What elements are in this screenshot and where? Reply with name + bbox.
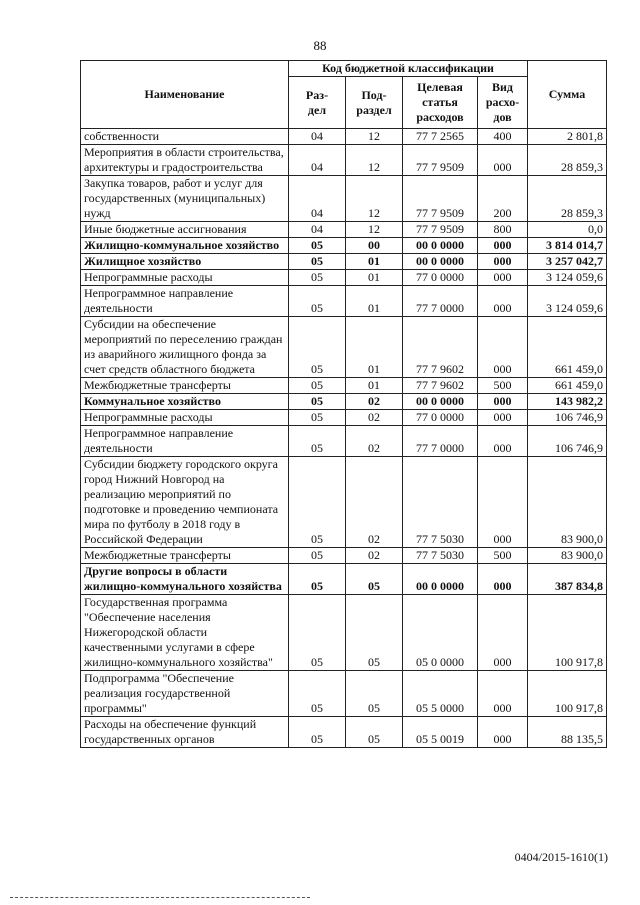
row-section: 04 <box>289 222 346 238</box>
header-subsection: Под- раздел <box>346 77 403 129</box>
row-name: Жилищное хозяйство <box>81 254 289 270</box>
header-expense-type: Вид расхо- дов <box>478 77 528 129</box>
row-sum: 3 124 059,6 <box>528 270 607 286</box>
row-name: Непрограммное направление деятельности <box>81 286 289 317</box>
row-subsection: 02 <box>346 548 403 564</box>
table-body <box>81 129 607 748</box>
row-target: 77 0 0000 <box>403 410 478 426</box>
row-subsection: 12 <box>346 176 403 222</box>
row-sum: 0,0 <box>528 222 607 238</box>
row-name: Подпрограмма "Обеспечение реализация государственной программы" <box>81 671 289 717</box>
table-row <box>81 254 607 270</box>
row-section: 05 <box>289 671 346 717</box>
row-target: 77 7 0000 <box>403 286 478 317</box>
row-section: 04 <box>289 129 346 145</box>
row-name: Жилищно-коммунальное хозяйство <box>81 238 289 254</box>
row-section: 05 <box>289 317 346 378</box>
row-sum: 3 257 042,7 <box>528 254 607 270</box>
row-name: Непрограммные расходы <box>81 270 289 286</box>
row-subsection: 02 <box>346 426 403 457</box>
row-subsection: 01 <box>346 286 403 317</box>
table-row <box>81 426 607 457</box>
row-sum: 3 814 014,7 <box>528 238 607 254</box>
row-section: 05 <box>289 717 346 748</box>
row-name: Межбюджетные трансферты <box>81 378 289 394</box>
row-subsection: 02 <box>346 457 403 548</box>
row-name: Государственная программа "Обеспечение населения Нижегородской области качественными услугами в сфере жилищно-коммунального хозяйства" <box>81 595 289 671</box>
table-row <box>81 394 607 410</box>
row-expense-type: 000 <box>478 238 528 254</box>
table-row <box>81 457 607 548</box>
page-number: 88 <box>313 38 327 53</box>
row-target: 77 7 9602 <box>403 378 478 394</box>
header-section: Раз- дел <box>289 77 346 129</box>
table-row <box>81 378 607 394</box>
row-subsection: 12 <box>346 145 403 176</box>
table-row <box>81 145 607 176</box>
header-name: Наименование <box>81 61 289 129</box>
row-expense-type: 000 <box>478 564 528 595</box>
row-expense-type: 500 <box>478 548 528 564</box>
row-subsection: 05 <box>346 717 403 748</box>
row-target: 00 0 0000 <box>403 564 478 595</box>
table-row <box>81 548 607 564</box>
row-sum: 100 917,8 <box>528 671 607 717</box>
row-expense-type: 000 <box>478 317 528 378</box>
table-row <box>81 317 607 378</box>
row-name: Мероприятия в области строительства, архитектуры и градостроительства <box>81 145 289 176</box>
row-expense-type: 800 <box>478 222 528 238</box>
row-sum: 28 859,3 <box>528 145 607 176</box>
row-subsection: 02 <box>346 410 403 426</box>
row-subsection: 12 <box>346 129 403 145</box>
row-expense-type: 000 <box>478 671 528 717</box>
table-row <box>81 238 607 254</box>
row-sum: 387 834,8 <box>528 564 607 595</box>
header-sum: Сумма <box>528 61 607 129</box>
table-row <box>81 129 607 145</box>
row-target: 77 7 5030 <box>403 457 478 548</box>
row-target: 77 7 2565 <box>403 129 478 145</box>
row-section: 05 <box>289 286 346 317</box>
row-expense-type: 000 <box>478 457 528 548</box>
row-expense-type: 200 <box>478 176 528 222</box>
row-expense-type: 000 <box>478 286 528 317</box>
header-classification: Код бюджетной классификации <box>289 61 528 77</box>
row-target: 77 0 0000 <box>403 270 478 286</box>
row-name: Непрограммное направление деятельности <box>81 426 289 457</box>
row-target: 00 0 0000 <box>403 238 478 254</box>
row-section: 04 <box>289 176 346 222</box>
table-row <box>81 410 607 426</box>
row-name: Субсидии бюджету городского округа город Нижний Новгород на реализацию мероприятий по подготовке и проведению чемпионата мира по футболу в 2018 году в Российской Федерации <box>81 457 289 548</box>
document-code: 0404/2015-1610(1) <box>514 850 608 864</box>
row-expense-type: 400 <box>478 129 528 145</box>
row-sum: 83 900,0 <box>528 457 607 548</box>
row-name: Иные бюджетные ассигнования <box>81 222 289 238</box>
table-row <box>81 564 607 595</box>
row-target: 77 7 9602 <box>403 317 478 378</box>
row-name: собственности <box>81 129 289 145</box>
row-subsection: 05 <box>346 564 403 595</box>
row-section: 05 <box>289 564 346 595</box>
row-section: 05 <box>289 426 346 457</box>
row-target: 05 5 0000 <box>403 671 478 717</box>
row-name: Другие вопросы в области жилищно-коммунального хозяйства <box>81 564 289 595</box>
row-expense-type: 000 <box>478 595 528 671</box>
row-expense-type: 000 <box>478 394 528 410</box>
table-row <box>81 176 607 222</box>
row-subsection: 01 <box>346 254 403 270</box>
row-sum: 143 982,2 <box>528 394 607 410</box>
row-sum: 88 135,5 <box>528 717 607 748</box>
row-section: 05 <box>289 548 346 564</box>
row-subsection: 01 <box>346 378 403 394</box>
row-section: 05 <box>289 410 346 426</box>
row-expense-type: 000 <box>478 410 528 426</box>
row-target: 77 7 0000 <box>403 426 478 457</box>
row-sum: 661 459,0 <box>528 317 607 378</box>
row-sum: 28 859,3 <box>528 176 607 222</box>
row-subsection: 05 <box>346 671 403 717</box>
row-subsection: 01 <box>346 317 403 378</box>
row-sum: 3 124 059,6 <box>528 286 607 317</box>
row-sum: 2 801,8 <box>528 129 607 145</box>
row-subsection: 12 <box>346 222 403 238</box>
table-row <box>81 270 607 286</box>
row-section: 05 <box>289 378 346 394</box>
table-row <box>81 222 607 238</box>
row-name: Расходы на обеспечение функций государственных органов <box>81 717 289 748</box>
table-row <box>81 286 607 317</box>
row-section: 05 <box>289 238 346 254</box>
scan-edge-line <box>10 897 310 898</box>
row-target: 77 7 9509 <box>403 222 478 238</box>
table-row <box>81 595 607 671</box>
row-target: 05 5 0019 <box>403 717 478 748</box>
row-target: 77 7 9509 <box>403 145 478 176</box>
budget-table <box>80 60 607 748</box>
row-sum: 106 746,9 <box>528 426 607 457</box>
row-name: Непрограммные расходы <box>81 410 289 426</box>
row-subsection: 02 <box>346 394 403 410</box>
row-expense-type: 000 <box>478 270 528 286</box>
row-expense-type: 000 <box>478 254 528 270</box>
header-target: Целевая статья расходов <box>403 77 478 129</box>
row-section: 05 <box>289 254 346 270</box>
row-section: 05 <box>289 457 346 548</box>
row-target: 00 0 0000 <box>403 394 478 410</box>
row-target: 05 0 0000 <box>403 595 478 671</box>
row-sum: 661 459,0 <box>528 378 607 394</box>
row-section: 04 <box>289 145 346 176</box>
row-section: 05 <box>289 270 346 286</box>
row-expense-type: 500 <box>478 378 528 394</box>
table-row <box>81 717 607 748</box>
row-name: Коммунальное хозяйство <box>81 394 289 410</box>
row-sum: 100 917,8 <box>528 595 607 671</box>
row-subsection: 01 <box>346 270 403 286</box>
table-row <box>81 671 607 717</box>
row-sum: 83 900,0 <box>528 548 607 564</box>
row-section: 05 <box>289 595 346 671</box>
row-name: Межбюджетные трансферты <box>81 548 289 564</box>
row-expense-type: 000 <box>478 426 528 457</box>
row-name: Субсидии на обеспечение мероприятий по переселению граждан из аварийного жилищного фонда за счет средств областного бюджета <box>81 317 289 378</box>
row-subsection: 05 <box>346 595 403 671</box>
row-subsection: 00 <box>346 238 403 254</box>
row-name: Закупка товаров, работ и услуг для государственных (муниципальных) нужд <box>81 176 289 222</box>
row-sum: 106 746,9 <box>528 410 607 426</box>
row-target: 77 7 5030 <box>403 548 478 564</box>
row-expense-type: 000 <box>478 145 528 176</box>
row-expense-type: 000 <box>478 717 528 748</box>
row-section: 05 <box>289 394 346 410</box>
row-target: 00 0 0000 <box>403 254 478 270</box>
row-target: 77 7 9509 <box>403 176 478 222</box>
